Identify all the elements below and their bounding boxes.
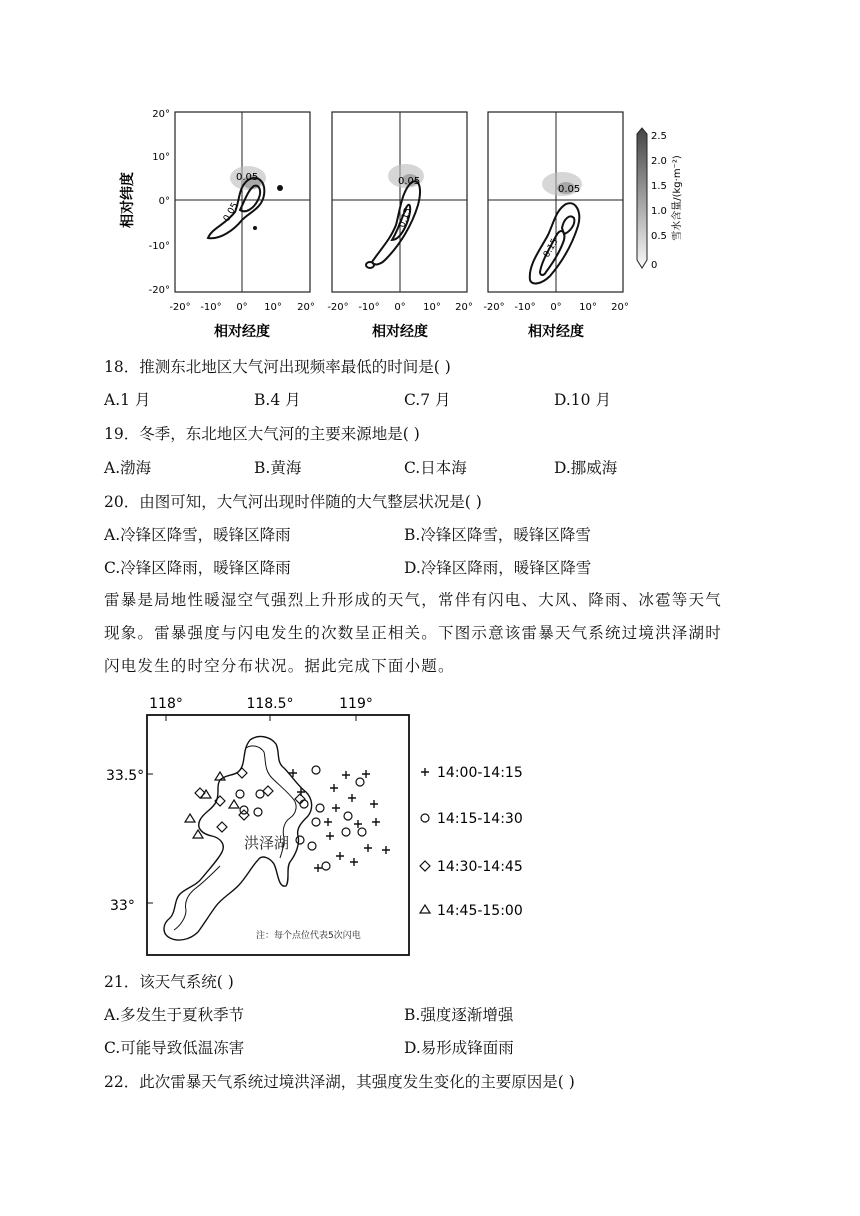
option: B.冷锋区降雪，暖锋区降雪 bbox=[404, 526, 591, 544]
legend-label: 14:00-14:15 bbox=[437, 765, 523, 781]
option: C.冷锋区降雨，暖锋区降雨 bbox=[104, 559, 291, 577]
colorbar-tick: 0.5 bbox=[651, 231, 667, 242]
option: A.1 月 bbox=[104, 391, 151, 409]
passage-line: 雷暴是局地性暖湿空气强烈上升形成的天气，常伴有闪电、大风、降雨、冰雹等天气 bbox=[104, 591, 722, 609]
option: B.4 月 bbox=[254, 391, 301, 409]
ytick: 0° bbox=[158, 196, 170, 207]
contour-label: 0.15 bbox=[397, 206, 414, 230]
lat-tick: 33° bbox=[110, 898, 135, 914]
xtick: 10° bbox=[579, 302, 597, 313]
contour-label: 0.05 bbox=[398, 176, 421, 187]
contour-label: 0.15 bbox=[541, 237, 561, 260]
snow-water-figure bbox=[100, 100, 720, 350]
passage-line: 现象。雷暴强度与闪电发生的次数呈正相关。下图示意该雷暴天气系统过境洪泽湖时 bbox=[104, 624, 722, 642]
option: C.7 月 bbox=[404, 391, 451, 409]
option: B.黄海 bbox=[254, 459, 302, 477]
lake-label: 洪泽湖 bbox=[244, 834, 290, 852]
ytick: -10° bbox=[148, 241, 170, 252]
colorbar-tick: 2.5 bbox=[651, 131, 667, 142]
xtick: -10° bbox=[358, 302, 380, 313]
option: A.冷锋区降雪，暖锋区降雨 bbox=[104, 526, 291, 544]
option: D.冷锋区降雨，暖锋区降雪 bbox=[404, 559, 592, 577]
lat-tick: 33.5° bbox=[106, 768, 145, 784]
xtick: -10° bbox=[514, 302, 536, 313]
lon-tick: 118° bbox=[149, 696, 183, 712]
legend-label: 14:15-14:30 bbox=[437, 811, 523, 827]
colorbar-tick: 2.0 bbox=[651, 156, 667, 167]
option: D.挪威海 bbox=[554, 459, 618, 477]
ytick: 20° bbox=[152, 109, 170, 120]
colorbar-tick: 1.0 bbox=[651, 206, 667, 217]
panel-1 bbox=[149, 109, 315, 340]
passage-line: 闪电发生的时空分布状况。据此完成下面小题。 bbox=[104, 657, 455, 675]
colorbar-tick: 0 bbox=[651, 260, 658, 271]
contour-label: 0.05 bbox=[558, 184, 581, 195]
question-22: 22．此次雷暴天气系统过境洪泽湖，其强度发生变化的主要原因是( ) bbox=[104, 1073, 575, 1091]
lon-tick: 119° bbox=[339, 696, 373, 712]
lightning-map bbox=[100, 688, 540, 960]
colorbar-tick: 1.5 bbox=[651, 181, 667, 192]
xtick: 0° bbox=[394, 302, 406, 313]
figure1-xlabel: 相对经度 bbox=[372, 324, 428, 340]
diamond-markers bbox=[195, 768, 305, 832]
xtick: 20° bbox=[611, 302, 629, 313]
option: B.强度逐渐增强 bbox=[404, 1006, 514, 1024]
colorbar bbox=[637, 128, 683, 271]
ytick: 10° bbox=[152, 152, 170, 163]
option: C.日本海 bbox=[404, 459, 467, 477]
xtick: 0° bbox=[550, 302, 562, 313]
lon-tick: 118.5° bbox=[246, 696, 294, 712]
option: D.易形成锋面雨 bbox=[404, 1039, 514, 1057]
colorbar-label: 雪水含量/(kg·m⁻²) bbox=[672, 155, 683, 241]
panel-2 bbox=[327, 112, 473, 340]
xtick: -20° bbox=[169, 302, 191, 313]
figure1-ylabel: 相对纬度 bbox=[120, 172, 136, 228]
xtick: -20° bbox=[327, 302, 349, 313]
xtick: -10° bbox=[200, 302, 222, 313]
option: A.渤海 bbox=[104, 459, 152, 477]
figure1-xlabel: 相对经度 bbox=[528, 324, 584, 340]
figure1-xlabel: 相对经度 bbox=[214, 324, 270, 340]
xtick: -20° bbox=[483, 302, 505, 313]
map-legend bbox=[420, 765, 523, 919]
xtick: 10° bbox=[264, 302, 282, 313]
circle-markers bbox=[236, 766, 366, 870]
map-note: 注：每个点位代表5次闪电 bbox=[256, 931, 361, 941]
option: A.多发生于夏秋季节 bbox=[104, 1006, 245, 1024]
xtick: 0° bbox=[236, 302, 248, 313]
xtick: 10° bbox=[423, 302, 441, 313]
question-19: 19．冬季，东北地区大气河的主要来源地是( ) bbox=[104, 425, 420, 443]
panel-3 bbox=[483, 112, 629, 340]
xtick: 20° bbox=[297, 302, 315, 313]
ytick: -20° bbox=[148, 285, 170, 296]
question-18: 18．推测东北地区大气河出现频率最低的时间是( ) bbox=[104, 358, 451, 376]
question-20: 20．由图可知，大气河出现时伴随的大气整层状况是( ) bbox=[104, 493, 482, 511]
contour-label: 0.05 bbox=[221, 201, 241, 224]
legend-label: 14:30-14:45 bbox=[437, 859, 523, 875]
triangle-markers bbox=[185, 772, 239, 838]
contour-label: 0.05 bbox=[236, 172, 259, 183]
option: C.可能导致低温冻害 bbox=[104, 1039, 245, 1057]
passage bbox=[104, 584, 754, 683]
xtick: 20° bbox=[455, 302, 473, 313]
legend-label: 14:45-15:00 bbox=[437, 903, 523, 919]
option: D.10 月 bbox=[554, 391, 611, 409]
question-21: 21．该天气系统( ) bbox=[104, 973, 234, 991]
